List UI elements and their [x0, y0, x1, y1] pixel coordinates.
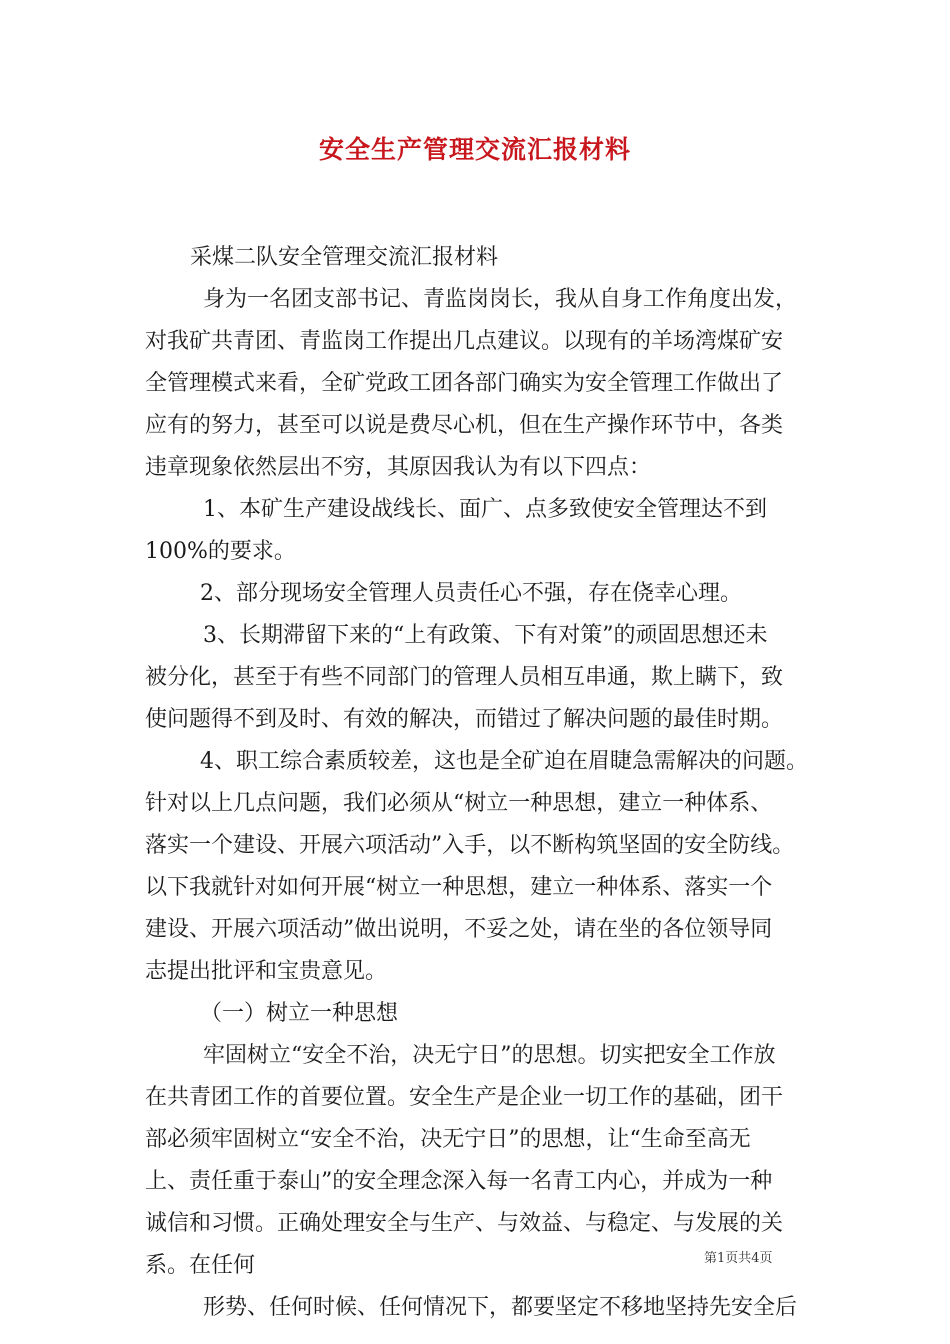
text-line: 系。在任何 — [145, 1253, 256, 1278]
document-title: 安全生产管理交流汇报材料 — [318, 135, 631, 164]
text-line: 使问题得不到及时、有效的解决，而错过了解决问题的最佳时期。 — [145, 707, 784, 732]
section-heading: （一）树立一种思想 — [200, 1001, 399, 1026]
text-line: 部必须牢固树立“安全不治，决无宁日”的思想，让“生命至高无 — [145, 1127, 751, 1152]
text-line: 被分化，甚至于有些不同部门的管理人员相互串通，欺上瞒下，致 — [145, 665, 784, 690]
text-line: 1、本矿生产建设战线长、面广、点多致使安全管理达不到 — [203, 497, 767, 522]
text-line: 落实一个建设、开展六项活动”入手，以不断构筑坚固的安全防线。 — [145, 833, 795, 858]
text-line: 2、部分现场安全管理人员责任心不强，存在侥幸心理。 — [200, 581, 742, 606]
text-line: 3、长期滞留下来的“上有政策、下有对策”的顽固思想还未 — [203, 623, 768, 648]
text-line: 形势、任何时候、任何情况下，都要坚定不移地坚持先安全后 — [203, 1295, 798, 1320]
page-number: 第1页共4页 — [704, 1251, 773, 1266]
text-line: 采煤二队安全管理交流汇报材料 — [190, 245, 499, 270]
text-line: 上、责任重于泰山”的安全理念深入每一名青工内心，并成为一种 — [145, 1169, 773, 1194]
text-line: 4、职工综合素质较差，这也是全矿迫在眉睫急需解决的问题。 — [200, 749, 808, 774]
text-line: 以下我就针对如何开展“树立一种思想，建立一种体系、落实一个 — [145, 875, 773, 900]
text-line: 针对以上几点问题，我们必须从“树立一种思想，建立一种体系、 — [145, 791, 773, 816]
text-line: 应有的努力，甚至可以说是费尽心机，但在生产操作环节中，各类 — [145, 413, 784, 438]
text-line: 诚信和习惯。正确处理安全与生产、与效益、与稳定、与发展的关 — [145, 1211, 784, 1236]
text-line: 全管理模式来看，全矿党政工团各部门确实为安全管理工作做出了 — [145, 371, 784, 396]
text-line: 违章现象依然层出不穷，其原因我认为有以下四点： — [145, 455, 652, 480]
text-line: 100%的要求。 — [145, 539, 296, 564]
text-line: 牢固树立“安全不治，决无宁日”的思想。切实把安全工作放 — [203, 1043, 776, 1068]
text-line: 对我矿共青团、青监岗工作提出几点建议。以现有的羊场湾煤矿安 — [145, 329, 784, 354]
text-line: 在共青团工作的首要位置。安全生产是企业一切工作的基础，团干 — [145, 1085, 784, 1110]
text-line: 身为一名团支部书记、青监岗岗长，我从自身工作角度出发， — [203, 287, 798, 312]
text-line: 建设、开展六项活动”做出说明，不妥之处，请在坐的各位领导同 — [145, 917, 773, 942]
text-line: 志提出批评和宝贵意见。 — [145, 959, 388, 984]
